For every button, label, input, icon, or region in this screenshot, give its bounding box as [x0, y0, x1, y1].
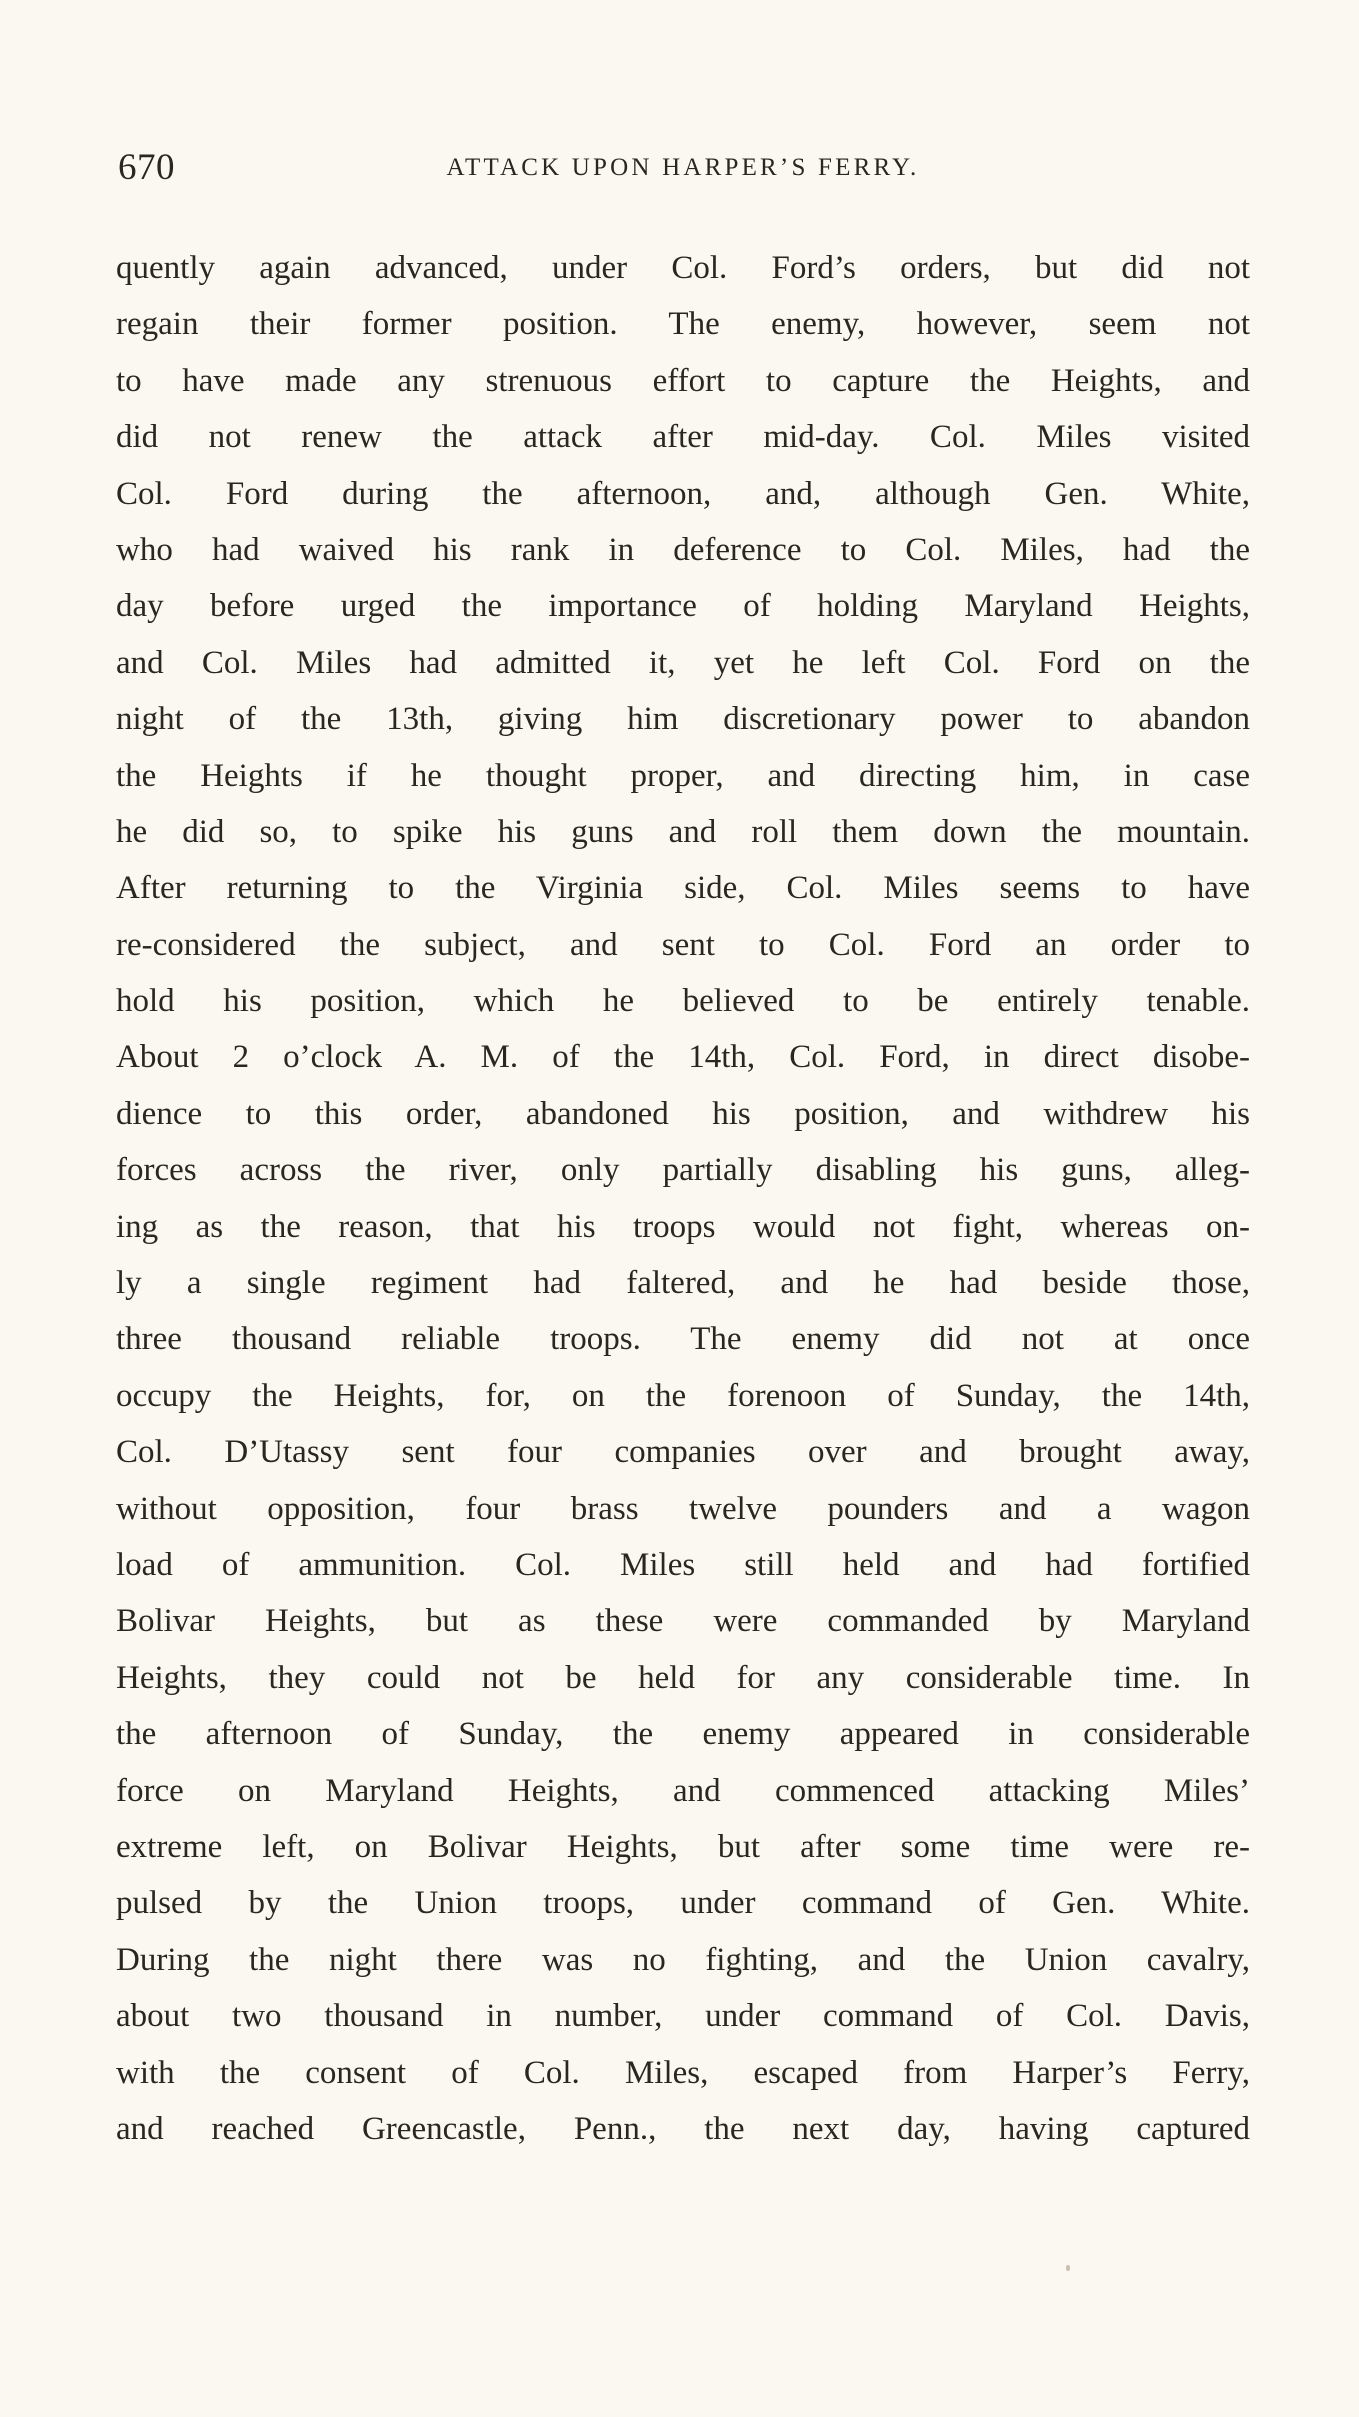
text-line: and reached Greencastle, Penn., the next day, having captured	[116, 2110, 1250, 2147]
text-line: the Heights if he thought proper, and directing him, in case	[116, 757, 1250, 794]
text-line: and Col. Miles had admitted it, yet he left Col. Ford on the	[116, 644, 1250, 681]
text-line: who had waived his rank in deference to Col. Miles, had the	[116, 531, 1250, 568]
text-line: Col. D’Utassy sent four companies over and brought away,	[116, 1434, 1250, 1471]
text-line: three thousand reliable troops. The enemy did not at once	[116, 1321, 1250, 1358]
text-line: Bolivar Heights, but as these were commanded by Maryland	[116, 1603, 1250, 1640]
text-line: day before urged the importance of holding Maryland Heights,	[116, 588, 1250, 625]
text-line: load of ammunition. Col. Miles still held and had fortified	[116, 1546, 1250, 1583]
text-line: occupy the Heights, for, on the forenoon of Sunday, the 14th,	[116, 1377, 1250, 1414]
text-line: regain their former position. The enemy, however, seem not	[116, 306, 1250, 343]
text-line: force on Maryland Heights, and commenced attacking Miles’	[116, 1772, 1250, 1809]
text-line: forces across the river, only partially disabling his guns, alleg-	[116, 1152, 1250, 1189]
text-line: During the night there was no fighting, and the Union cavalry,	[116, 1941, 1250, 1978]
text-line: the afternoon of Sunday, the enemy appeared in considerable	[116, 1716, 1250, 1753]
paper-speck	[1066, 2265, 1070, 2271]
text-line: did not renew the attack after mid-day. Col. Miles visited	[116, 419, 1250, 456]
text-line: Col. Ford during the afternoon, and, although Gen. White,	[116, 475, 1250, 512]
text-line: ing as the reason, that his troops would not fight, whereas on-	[116, 1208, 1250, 1245]
text-line: re-considered the subject, and sent to Col. Ford an order to	[116, 926, 1250, 963]
page-number: 670	[118, 147, 175, 188]
page-header	[118, 146, 1248, 196]
text-line: dience to this order, abandoned his position, and withdrew his	[116, 1095, 1250, 1132]
text-line: without opposition, four brass twelve pounders and a wagon	[116, 1490, 1250, 1527]
running-head-title: ATTACK UPON HARPER’S FERRY.	[446, 154, 920, 181]
text-line: night of the 13th, giving him discretionary power to abandon	[116, 701, 1250, 738]
text-line: Heights, they could not be held for any considerable time. In	[116, 1659, 1250, 1696]
text-line: pulsed by the Union troops, under command of Gen. White.	[116, 1885, 1250, 1922]
text-line: hold his position, which he believed to be entirely tenable.	[116, 983, 1250, 1020]
text-line: to have made any strenuous effort to capture the Heights, and	[116, 362, 1250, 399]
body-text	[116, 240, 1250, 2157]
text-line: he did so, to spike his guns and roll them down the mountain.	[116, 813, 1250, 850]
text-line: ly a single regiment had faltered, and he had beside those,	[116, 1265, 1250, 1302]
text-line: with the consent of Col. Miles, escaped from Harper’s Ferry,	[116, 2054, 1250, 2091]
text-line: After returning to the Virginia side, Col. Miles seems to have	[116, 870, 1250, 907]
text-line: extreme left, on Bolivar Heights, but after some time were re-	[116, 1828, 1250, 1865]
text-line: About 2 o’clock A. M. of the 14th, Col. Ford, in direct disobe-	[116, 1039, 1250, 1076]
text-line: about two thousand in number, under command of Col. Davis,	[116, 1998, 1250, 2035]
text-line: quently again advanced, under Col. Ford’s orders, but did not	[116, 250, 1250, 286]
